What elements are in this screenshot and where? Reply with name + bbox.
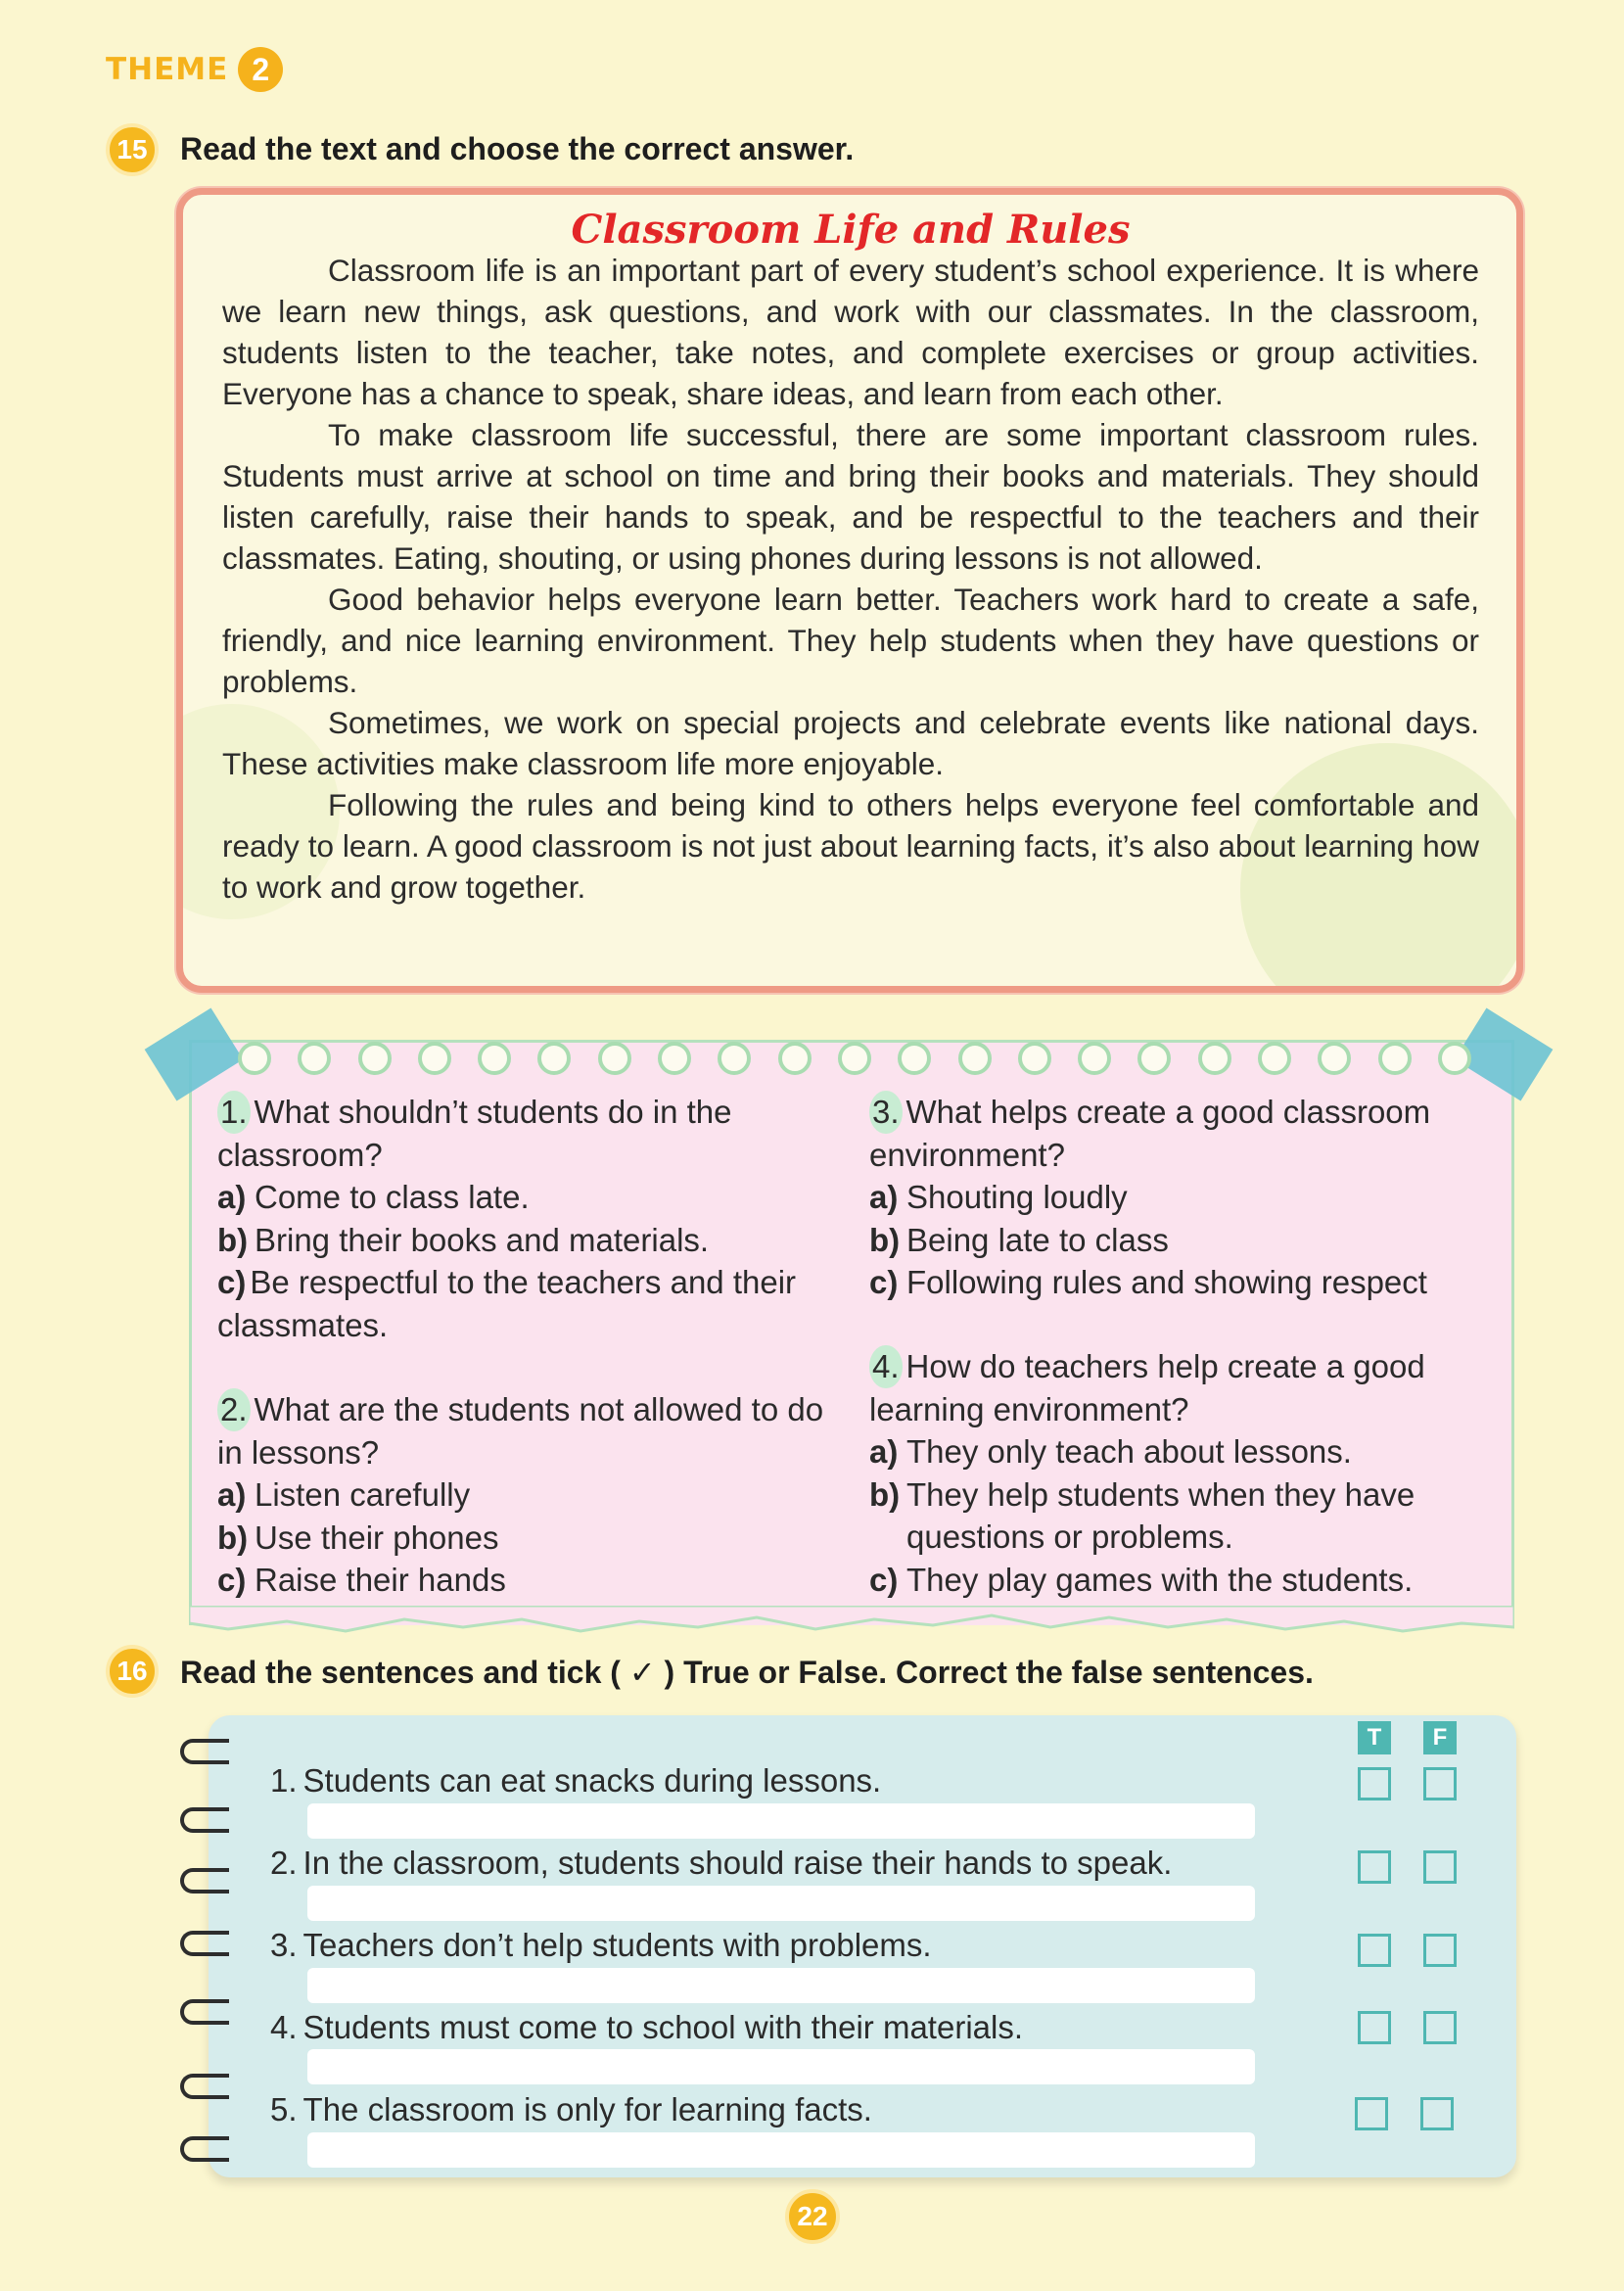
binder-hole — [537, 1042, 571, 1075]
notebook-holes — [238, 1042, 1471, 1075]
question-1 — [217, 1091, 824, 1346]
binder-hole — [778, 1042, 812, 1075]
option-letter: c) — [217, 1264, 247, 1300]
option-b[interactable] — [869, 1219, 1476, 1262]
binder-hole — [1198, 1042, 1231, 1075]
option-c[interactable] — [217, 1559, 824, 1602]
option-letter: a) — [869, 1433, 899, 1470]
sentence-text: Teachers don’t help students with problems. — [302, 1927, 932, 1963]
binder-hole — [598, 1042, 631, 1075]
reading-title: Classroom Life and Rules — [571, 207, 1131, 253]
option-text: Use their phones — [255, 1519, 499, 1556]
option-letter: b) — [217, 1221, 249, 1258]
question-text: What shouldn’t students do in the classroom? — [217, 1094, 732, 1173]
exercise-16-instruction: Read the sentences and tick ( ✓ ) True or False. Correct the false sentences. — [180, 1655, 1314, 1690]
false-checkbox-4[interactable] — [1423, 2011, 1457, 2044]
correction-line-3[interactable] — [307, 1968, 1255, 2003]
sentence-number: 1. — [270, 1762, 298, 1799]
question-number: 3. — [869, 1091, 903, 1134]
reading-paragraph-4: Sometimes, we work on special projects and celebrate events like national days. These activities make classroom life more enjoyable. — [222, 705, 1479, 781]
option-text: They play games with the students. — [906, 1561, 1414, 1598]
binder-hole — [1378, 1042, 1412, 1075]
option-a[interactable] — [869, 1430, 1476, 1473]
question-4 — [869, 1345, 1476, 1601]
binder-hole — [358, 1042, 392, 1075]
torn-edge — [189, 1606, 1514, 1639]
tf-sentence-5 — [270, 2091, 872, 2128]
reading-paragraph-5: Following the rules and being kind to others helps everyone feel comfortable and ready to learn. A good classroom is not just about learning facts, it’s also about learning how to work and grow together. — [222, 787, 1479, 905]
question-text: What are the students not allowed to do in lessons? — [217, 1391, 824, 1471]
option-a[interactable] — [217, 1473, 824, 1517]
true-checkbox-5[interactable] — [1355, 2097, 1388, 2130]
spiral-ring — [180, 1999, 229, 2025]
binder-hole — [898, 1042, 931, 1075]
option-b[interactable] — [869, 1473, 1476, 1559]
option-text: Come to class late. — [255, 1179, 530, 1215]
reading-paragraph-2: To make classroom life successful, there are some important classroom rules. Students must arrive at school on time and bring their books and materials. They should listen carefully, raise their hands to speak, and be respectful to the teachers and their classmates. Eating, shouting, or using phones during lessons is not allowed. — [222, 417, 1479, 576]
binder-hole — [238, 1042, 271, 1075]
question-number: 2. — [217, 1388, 251, 1431]
option-letter: b) — [869, 1221, 901, 1258]
option-text: Following rules and showing respect — [906, 1264, 1427, 1300]
option-b[interactable] — [217, 1219, 824, 1262]
tf-sentence-3 — [270, 1927, 932, 1964]
exercise-16-badge: 16 — [106, 1645, 159, 1698]
binder-hole — [658, 1042, 691, 1075]
binder-hole — [298, 1042, 331, 1075]
question-number: 1. — [217, 1091, 251, 1134]
sentence-number: 2. — [270, 1845, 298, 1881]
exercise-15-instruction: Read the text and choose the correct answer. — [180, 131, 855, 166]
binder-hole — [718, 1042, 751, 1075]
tf-sentence-2 — [270, 1845, 1172, 1882]
sentence-number: 4. — [270, 2009, 298, 2045]
correction-line-5[interactable] — [307, 2132, 1255, 2168]
tf-sentence-1 — [270, 1762, 881, 1800]
sentence-text: The classroom is only for learning facts. — [302, 2091, 872, 2127]
true-checkbox-4[interactable] — [1358, 2011, 1391, 2044]
sentence-text: Students must come to school with their materials. — [302, 2009, 1024, 2045]
spiral-ring — [180, 1868, 229, 1894]
binder-hole — [1258, 1042, 1291, 1075]
sentence-text: Students can eat snacks during lessons. — [302, 1762, 882, 1799]
option-text: Listen carefully — [255, 1476, 471, 1513]
spiral-ring — [180, 1807, 229, 1833]
option-c[interactable] — [869, 1261, 1476, 1304]
binder-hole — [958, 1042, 992, 1075]
binder-hole — [1318, 1042, 1351, 1075]
true-column-header: T — [1358, 1721, 1391, 1754]
option-letter: c) — [869, 1264, 899, 1300]
spiral-ring — [180, 2136, 229, 2162]
option-c[interactable] — [217, 1261, 824, 1346]
binder-hole — [838, 1042, 871, 1075]
option-text: Raise their hands — [255, 1562, 506, 1598]
correction-line-2[interactable] — [307, 1886, 1255, 1921]
reading-text-box — [176, 188, 1523, 993]
option-c[interactable] — [869, 1559, 1476, 1602]
reading-paragraph-3: Good behavior helps everyone learn better. Teachers work hard to create a safe, friendly, and nice learning environment. They help students when they have questions or problems. — [222, 582, 1479, 699]
exercise-15-badge: 15 — [106, 123, 159, 176]
option-text: They only teach about lessons. — [906, 1433, 1352, 1470]
option-a[interactable] — [217, 1176, 824, 1219]
question-2 — [217, 1388, 824, 1602]
binder-hole — [1018, 1042, 1051, 1075]
reading-paragraph-1: Classroom life is an important part of every student’s school experience. It is where we learn new things, ask questions, and work with our classmates. In the classroom, students listen to the teacher, take notes, and complete exercises or group activities. Everyone has a chance to speak, share ideas, and learn from each other. — [222, 253, 1479, 411]
option-text: Bring their books and materials. — [255, 1221, 710, 1258]
question-3 — [869, 1091, 1476, 1304]
binder-hole — [418, 1042, 451, 1075]
question-text: What helps create a good classroom environment? — [869, 1094, 1431, 1173]
true-checkbox-3[interactable] — [1358, 1934, 1391, 1967]
option-letter: a) — [869, 1179, 899, 1215]
option-letter: a) — [217, 1179, 247, 1215]
sentence-number: 3. — [270, 1927, 298, 1963]
option-letter: c) — [869, 1561, 899, 1598]
spiral-ring — [180, 1931, 229, 1956]
option-text: They help students when they have questions or problems. — [906, 1475, 1415, 1555]
true-checkbox-2[interactable] — [1358, 1850, 1391, 1884]
question-number: 4. — [869, 1345, 903, 1388]
option-text: Shouting loudly — [906, 1179, 1128, 1215]
theme-label: THEME — [106, 52, 229, 87]
option-text: Be respectful to the teachers and their classmates. — [217, 1264, 797, 1343]
question-text: How do teachers help create a good learning environment? — [869, 1348, 1425, 1427]
correction-line-4[interactable] — [307, 2049, 1255, 2084]
option-a[interactable] — [869, 1176, 1476, 1219]
false-checkbox-5[interactable] — [1420, 2097, 1454, 2130]
tf-sentence-4 — [270, 2009, 1023, 2046]
binder-hole — [1137, 1042, 1171, 1075]
binder-hole — [1078, 1042, 1111, 1075]
true-checkbox-1[interactable] — [1358, 1767, 1391, 1800]
option-letter: b) — [869, 1475, 901, 1513]
spiral-ring — [180, 1739, 229, 1764]
theme-number-badge: 2 — [238, 47, 283, 92]
false-checkbox-2[interactable] — [1423, 1850, 1457, 1884]
binder-hole — [1438, 1042, 1471, 1075]
option-letter: b) — [217, 1519, 249, 1556]
theme-header — [106, 47, 283, 92]
false-checkbox-3[interactable] — [1423, 1934, 1457, 1967]
option-b[interactable] — [217, 1517, 824, 1560]
false-checkbox-1[interactable] — [1423, 1767, 1457, 1800]
page-number-badge: 22 — [785, 2189, 840, 2244]
spiral-ring — [180, 2074, 229, 2099]
false-column-header: F — [1423, 1721, 1457, 1754]
option-letter: a) — [217, 1476, 247, 1513]
sentence-number: 5. — [270, 2091, 298, 2127]
correction-line-1[interactable] — [307, 1803, 1255, 1839]
sentence-text: In the classroom, students should raise their hands to speak. — [302, 1845, 1173, 1881]
binder-hole — [478, 1042, 511, 1075]
option-text: Being late to class — [906, 1221, 1169, 1258]
option-letter: c) — [217, 1562, 247, 1598]
